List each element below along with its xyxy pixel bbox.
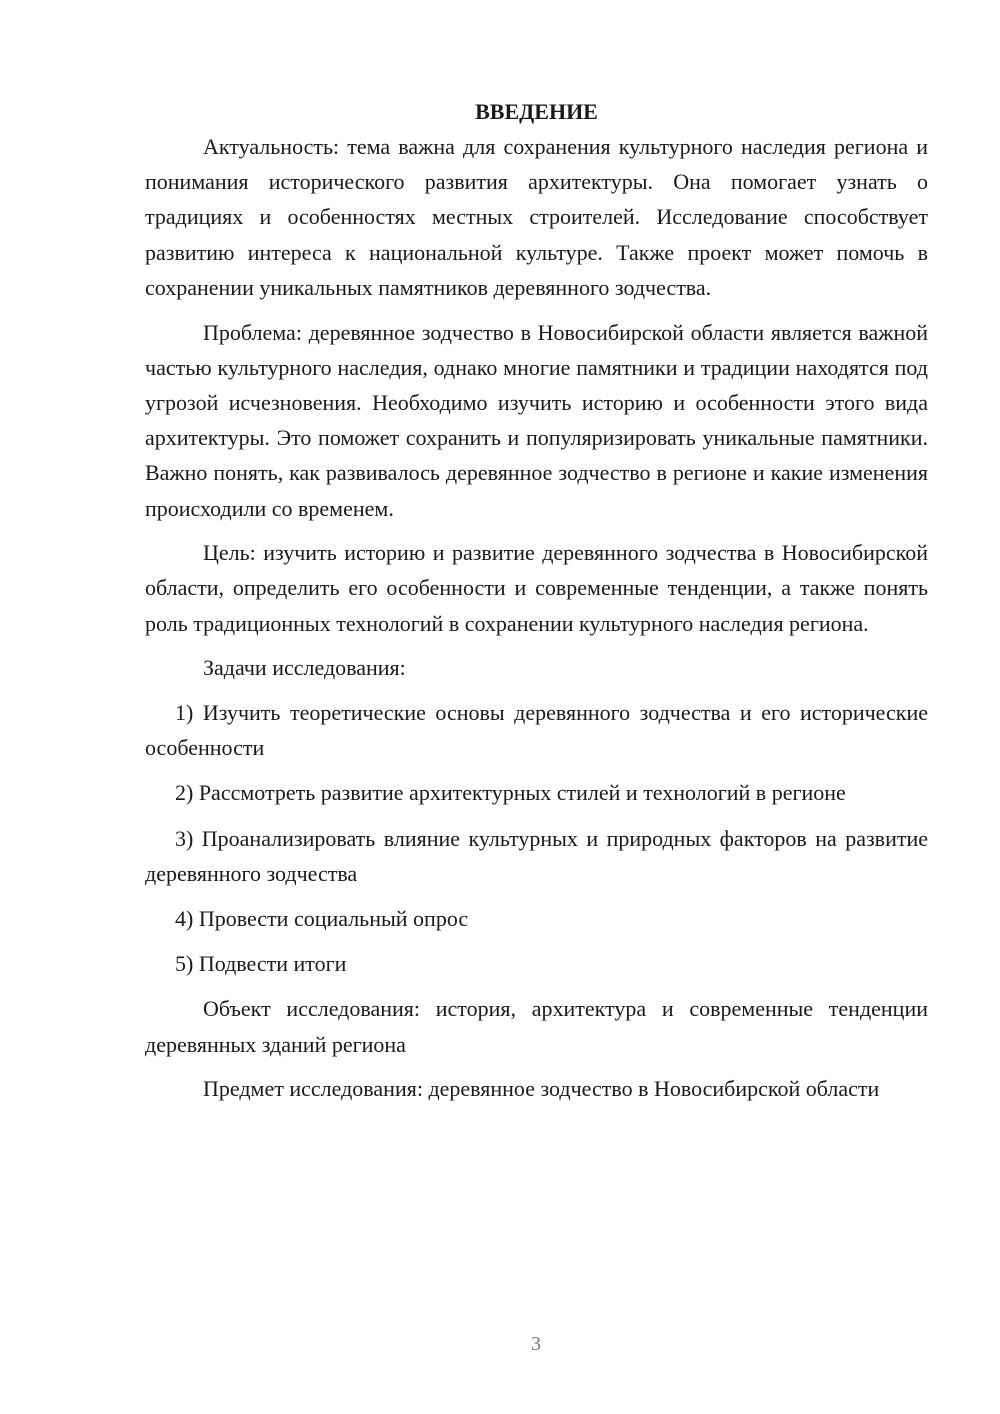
subject-paragraph: Предмет исследования: деревянное зодчество в Новосибирской области — [203, 1076, 880, 1102]
task-item: 2) Рассмотреть развитие архитектурных стилей и технологий в регионе — [175, 780, 846, 806]
document-page — [145, 94, 928, 1116]
task-item: 4) Провести социальный опрос — [175, 906, 469, 932]
task-item: 3) Проанализировать влияние культурных и природных факторов на развитие деревянного зодчества — [145, 825, 928, 886]
tasks-list — [145, 695, 928, 981]
task-item: 5) Подвести итоги — [175, 951, 347, 977]
relevance-paragraph: Актуальность: тема важна для сохранения культурного наследия региона и понимания исторического развития архитектуры. Она помогает узнать о традициях и особенностях местных строителей. Исследование способствует развитию интереса к национальной культуре. Также проект может помочь в сохранении уникальных памятников деревянного зодчества. — [145, 134, 928, 300]
section-heading: ВВЕДЕНИЕ — [475, 99, 598, 124]
task-item: 1) Изучить теоретические основы деревянного зодчества и его исторические особенности — [145, 700, 928, 761]
goal-paragraph: Цель: изучить историю и развитие деревянного зодчества в Новосибирской области, определить его особенности и современные тенденции, а также понять роль традиционных технологий в сохранении культурного наследия региона. — [145, 540, 928, 636]
tasks-title: Задачи исследования: — [203, 655, 406, 681]
object-paragraph: Объект исследования: история, архитектура и современные тенденции деревянных зданий региона — [145, 996, 928, 1057]
page-number: 3 — [531, 1333, 541, 1355]
problem-paragraph: Проблема: деревянное зодчество в Новосибирской области является важной частью культурного наследия, однако многие памятники и традиции находятся под угрозой исчезновения. Необходимо изучить историю и особенности этого вида архитектуры. Это поможет сохранить и популяризировать уникальные памятники. Важно понять, как развивалось деревянное зодчество в регионе и какие изменения происходили со временем. — [145, 319, 928, 521]
